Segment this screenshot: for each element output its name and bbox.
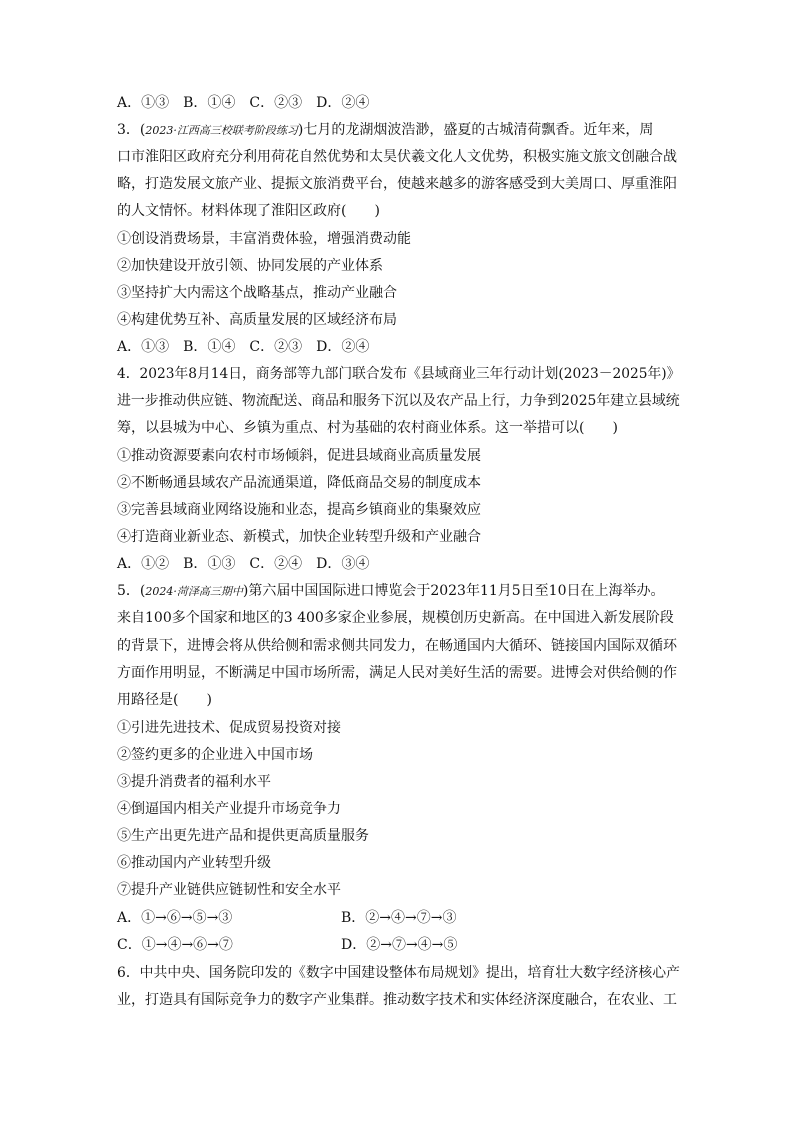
q3-line-1 bbox=[117, 120, 653, 141]
q5-option-2: ②签约更多的企业进入中国市场 bbox=[117, 747, 313, 763]
q6-line-2: 业，打造具有国际竞争力的数字产业集群。推动数字技术和实体经济深度融合，在农业、工 bbox=[117, 992, 677, 1008]
q3-stem-start: )七月的龙湖烟波浩渺，盛夏的古城清荷飘香。近年来，周 bbox=[297, 122, 654, 138]
q3-answer-choices: A．①③ B．①④ C．②③ D．②④ bbox=[117, 339, 370, 355]
q3-option-3: ③坚持扩大内需这个战略基点，推动产业融合 bbox=[117, 285, 397, 301]
q2-answer-choices: A．①③ B．①④ C．②③ D．②④ bbox=[117, 95, 370, 111]
q5-choice-b: B．②→④→⑦→③ bbox=[341, 910, 457, 926]
q5-choice-c: C．①→④→⑥→⑦ bbox=[117, 937, 233, 953]
q5-choice-d: D．②→⑦→④→⑤ bbox=[341, 937, 458, 953]
q5-source: 2024·菏泽高三期中 bbox=[145, 585, 243, 598]
q5-line-5: 用路径是( ) bbox=[117, 692, 212, 708]
q4-line-3: 筹，以县城为中心、乡镇为重点、村为基础的农村商业体系。这一举措可以( ) bbox=[117, 420, 618, 436]
q5-option-6: ⑥推动国内产业转型升级 bbox=[117, 855, 271, 871]
q4-option-2: ②不断畅通县域农产品流通渠道，降低商品交易的制度成本 bbox=[117, 475, 481, 491]
q6-line-1: 6．中共中央、国务院印发的《数字中国建设整体布局规划》提出，培育壮大数字经济核心产 bbox=[117, 965, 680, 981]
q3-source: 2023·江西高三校联考阶段练习 bbox=[145, 124, 298, 137]
q5-option-7: ⑦提升产业链供应链韧性和安全水平 bbox=[117, 882, 341, 898]
q5-option-5: ⑤生产出更先进产品和提供更高质量服务 bbox=[117, 828, 369, 844]
q5-stem-start: )第六届中国国际进口博览会于2023年11月5日至10日在上海举办。 bbox=[242, 583, 665, 599]
q4-line-1: 4．2023年8月14日，商务部等九部门联合发布《县域商业三年行动计划(2023－2025年)》 bbox=[117, 366, 681, 382]
q5-line-2: 来自100多个国家和地区的3 400多家企业参展，规模创历史新高。在中国进入新发展阶段 bbox=[117, 610, 674, 626]
q3-line-2: 口市淮阳区政府充分利用荷花自然优势和太昊伏羲文化人文优势，积极实施文旅文创融合战 bbox=[117, 149, 677, 165]
q3-line-3: 略，打造发展文旅产业、提振文旅消费平台，使越来越多的游客感受到大美周口、厚重淮阳 bbox=[117, 176, 677, 192]
q3-option-1: ①创设消费场景，丰富消费体验，增强消费动能 bbox=[117, 231, 411, 247]
q3-line-4: 的人文情怀。材料体现了淮阳区政府( ) bbox=[117, 203, 380, 219]
q3-option-4: ④构建优势互补、高质量发展的区域经济布局 bbox=[117, 312, 397, 328]
q4-line-2: 进一步推动供应链、物流配送、商品和服务下沉以及农产品上行，力争到2025年建立县域统 bbox=[117, 393, 680, 409]
q4-answer-choices: A．①② B．①③ C．②④ D．③④ bbox=[117, 556, 370, 572]
q4-option-1: ①推动资源要素向农村市场倾斜，促进县域商业高质量发展 bbox=[117, 448, 481, 464]
q4-option-4: ④打造商业新业态、新模式，加快企业转型升级和产业融合 bbox=[117, 529, 481, 545]
q5-option-4: ④倒逼国内相关产业提升市场竞争力 bbox=[117, 801, 341, 817]
q5-line-3: 的背景下，进博会将从供给侧和需求侧共同发力，在畅通国内大循环、链接国内国际双循环 bbox=[117, 638, 677, 654]
q5-choice-a: A．①→⑥→⑤→③ bbox=[117, 910, 233, 926]
q3-option-2: ②加快建设开放引领、协同发展的产业体系 bbox=[117, 258, 383, 274]
q5-line-1 bbox=[117, 581, 665, 602]
q5-option-3: ③提升消费者的福利水平 bbox=[117, 774, 271, 790]
q4-option-3: ③完善县域商业网络设施和业态，提高乡镇商业的集聚效应 bbox=[117, 502, 481, 518]
q5-option-1: ①引进先进技术、促成贸易投资对接 bbox=[117, 720, 341, 736]
q5-number: 5．( bbox=[117, 583, 146, 599]
q3-number: 3．( bbox=[117, 122, 146, 138]
q5-line-4: 方面作用明显，不断满足中国市场所需，满足人民对美好生活的需要。进博会对供给侧的作 bbox=[117, 665, 677, 681]
